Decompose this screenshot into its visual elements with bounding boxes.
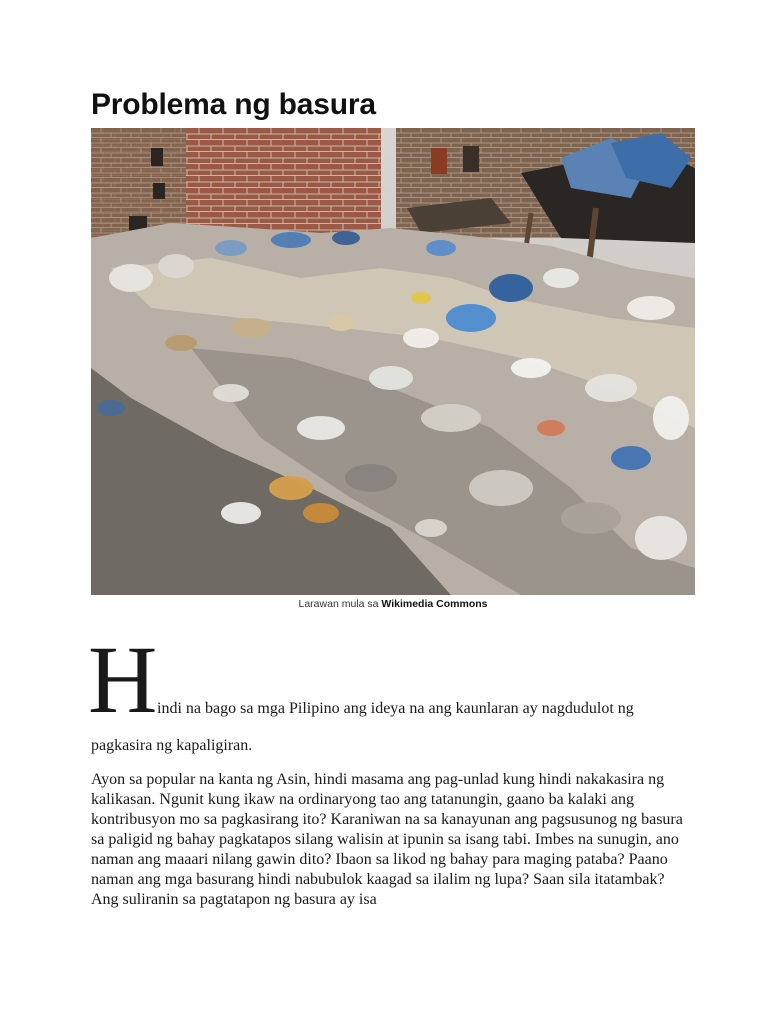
garbage-pile-photo — [91, 128, 695, 595]
intro-second-line: pagkasira ng kapaligiran. — [91, 737, 253, 754]
caption-source: Wikimedia Commons — [381, 598, 488, 610]
photo-caption — [91, 598, 695, 610]
article-title: Problema ng basura — [91, 88, 376, 121]
body-paragraph: Ayon sa popular na kanta ng Asin, hindi masama ang pag-unlad kung hindi nakakasira ng kalikasan. Ngunit kung ikaw na ordinaryong tao ang tatanungin, gaano ba kalaki ang kontribusyon mo sa pagkasirang ito? Karaniwan na sa kanayunan ang pagsusunog ng basura sa paligid ng bahay pagkatapos silang walisin at ipunin sa isang tabi. Imbes na sunugin, ano naman ang maaari nilang gawin dito? Ibaon sa likod ng bahay para maging pataba? Paano naman ang mga basurang hindi nabubulok kaagad sa ilalim ng lupa? Saan sila itatambak? Ang suliranin sa pagtatapon ng basura ay isa — [91, 771, 683, 908]
garbage-pile-illustration — [91, 128, 695, 595]
intro-first-line: indi na bago sa mga Pilipino ang ideya na ang kaunlaran ay nagdudulot ng — [157, 700, 634, 717]
drop-cap: H — [88, 626, 158, 733]
caption-prefix: Larawan mula sa — [298, 598, 382, 610]
